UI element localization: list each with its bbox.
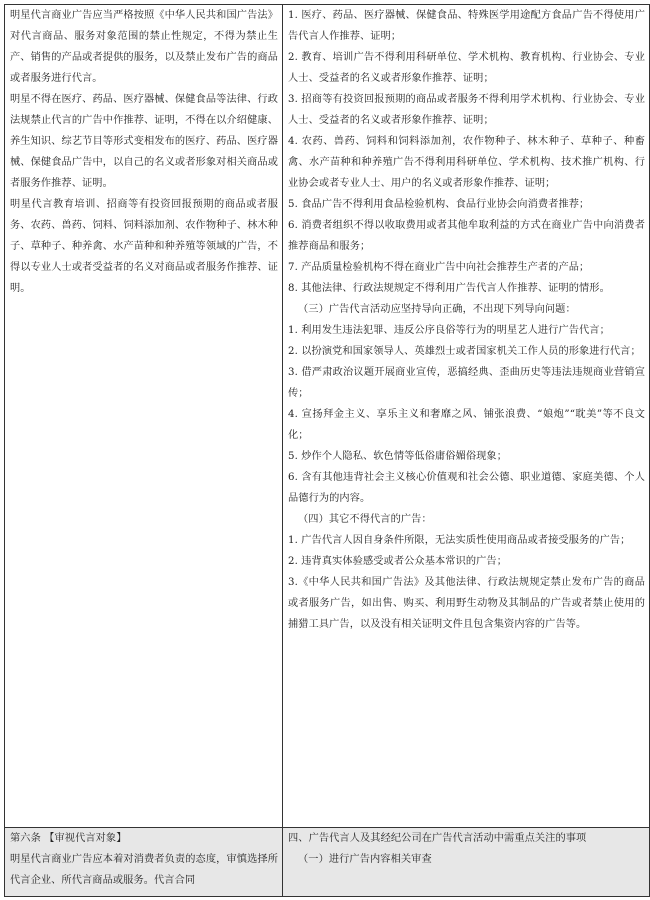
list-c-item-3: 3.《中华人民共和国广告法》及其他法律、行政法规规定禁止发布广告的商品或者服务广告，如出售、购买、利用野生动物及其制品的广告或者禁止使用的捕猎工具广告，以及没有相关证明文件且包含集资内容的广告等。 <box>288 577 645 630</box>
section-title: 四、广告代言人及其经纪公司在广告代言活动中需重点关注的事项 <box>288 833 587 844</box>
list-a-item-8: 8. 其他法律、行政法规规定不得利用广告代言人作推荐、证明的情形。 <box>288 283 610 294</box>
document-page <box>4 4 646 900</box>
left-column-cell <box>5 5 283 828</box>
list-a-item-2: 2. 教育、培训广告不得利用科研单位、学术机构、教育机构、行业协会、专业人士、受益者的名义或者形象作推荐、证明； <box>288 52 645 84</box>
list-b-item-5: 5. 炒作个人隐私、软色情等低俗庸俗媚俗现象； <box>288 451 508 462</box>
left-paragraph-2: 明星不得在医疗、药品、医疗器械、保健食品等法律、行政法规禁止代言的广告中作推荐、证明，不得在以介绍健康、养生知识、综艺节目等形式变相发布的医疗、药品、医疗器械、保健食品广告中，以自己的名义或者形象对相关商品或者服务作推荐、证明。 <box>10 94 278 189</box>
section-heading-4: （四）其它不得代言的广告： <box>298 514 432 525</box>
list-c-item-2: 2. 违背真实体验感受或者公众基本常识的广告； <box>288 556 508 567</box>
footer-left-cell <box>5 828 283 897</box>
list-a-item-6: 6. 消费者组织不得以收取费用或者其他牟取利益的方式在商业广告中向消费者推荐商品和服务； <box>288 220 645 252</box>
list-c-item-1: 1. 广告代言人因自身条件所限，无法实质性使用商品或者接受服务的广告； <box>288 535 631 546</box>
list-a-item-4: 4. 农药、兽药、饲料和饲料添加剂，农作物种子、林木种子、草种子、种畜禽、水产苗种和种养殖广告不得利用科研单位、学术机构、技术推广机构、行业协会或者专业人士、用户的名义或者形象作推荐、证明； <box>288 136 645 189</box>
list-a-item-1: 1. 医疗、药品、医疗器械、保健食品、特殊医学用途配方食品广告不得使用广告代言人作推荐、证明； <box>288 10 645 42</box>
right-column-cell <box>283 5 650 828</box>
list-b-item-1: 1. 利用发生违法犯罪、违反公序良俗等行为的明星艺人进行广告代言； <box>288 325 610 336</box>
list-b-item-2: 2. 以扮演党和国家领导人、英雄烈士或者国家机关工作人员的形象进行代言； <box>288 346 641 357</box>
list-b-item-6: 6. 含有其他违背社会主义核心价值观和社会公德、职业道德、家庭美德、个人品德行为的内容。 <box>288 472 645 504</box>
footer-right-cell <box>283 828 650 897</box>
table-row-footer <box>5 828 650 897</box>
article-text: 明星代言商业广告应本着对消费者负责的态度，审慎选择所代言企业、所代言商品或服务。代言合同 <box>10 854 278 886</box>
list-a-item-7: 7. 产品质量检验机构不得在商业广告中向社会推荐生产者的产品； <box>288 262 590 273</box>
left-paragraph-3: 明星代言教育培训、招商等有投资回报预期的商品或者服务、农药、兽药、饲料、饲料添加剂、农作物种子、林木种子、草种子、种养禽、水产苗种和种养殖等领域的广告，不得以专业人士或者受益者的名义对商品或者服务作推荐、证明。 <box>10 199 278 294</box>
list-b-item-3: 3. 借严肃政治议题开展商业宣传，恶搞经典、歪曲历史等违法违规商业营销宣传； <box>288 367 645 399</box>
article-title: 第六条 【审视代言对象】 <box>10 833 127 844</box>
section-heading-3: （三）广告代言活动应坚持导向正确，不出现下列导向问题： <box>298 304 576 315</box>
table-row-main <box>5 5 650 828</box>
content-table <box>4 4 650 897</box>
left-paragraph-1: 明星代言商业广告应当严格按照《中华人民共和国广告法》对代言商品、服务对象范围的禁止性规定，不得为禁止生产、销售的产品或者提供的服务，以及禁止发布广告的商品或者服务进行代言。 <box>10 10 278 84</box>
list-a-item-3: 3. 招商等有投资回报预期的商品或者服务不得利用学术机构、行业协会、专业人士、受益者的名义或者形象作推荐、证明； <box>288 94 645 126</box>
list-a-item-5: 5. 食品广告不得利用食品检验机构、食品行业协会向消费者推荐； <box>288 199 590 210</box>
section-subheading: （一）进行广告内容相关审查 <box>298 854 432 865</box>
list-b-item-4: 4. 宣扬拜金主义、享乐主义和奢靡之风、铺张浪费、“娘炮”“耽美”等不良文化； <box>288 409 645 441</box>
